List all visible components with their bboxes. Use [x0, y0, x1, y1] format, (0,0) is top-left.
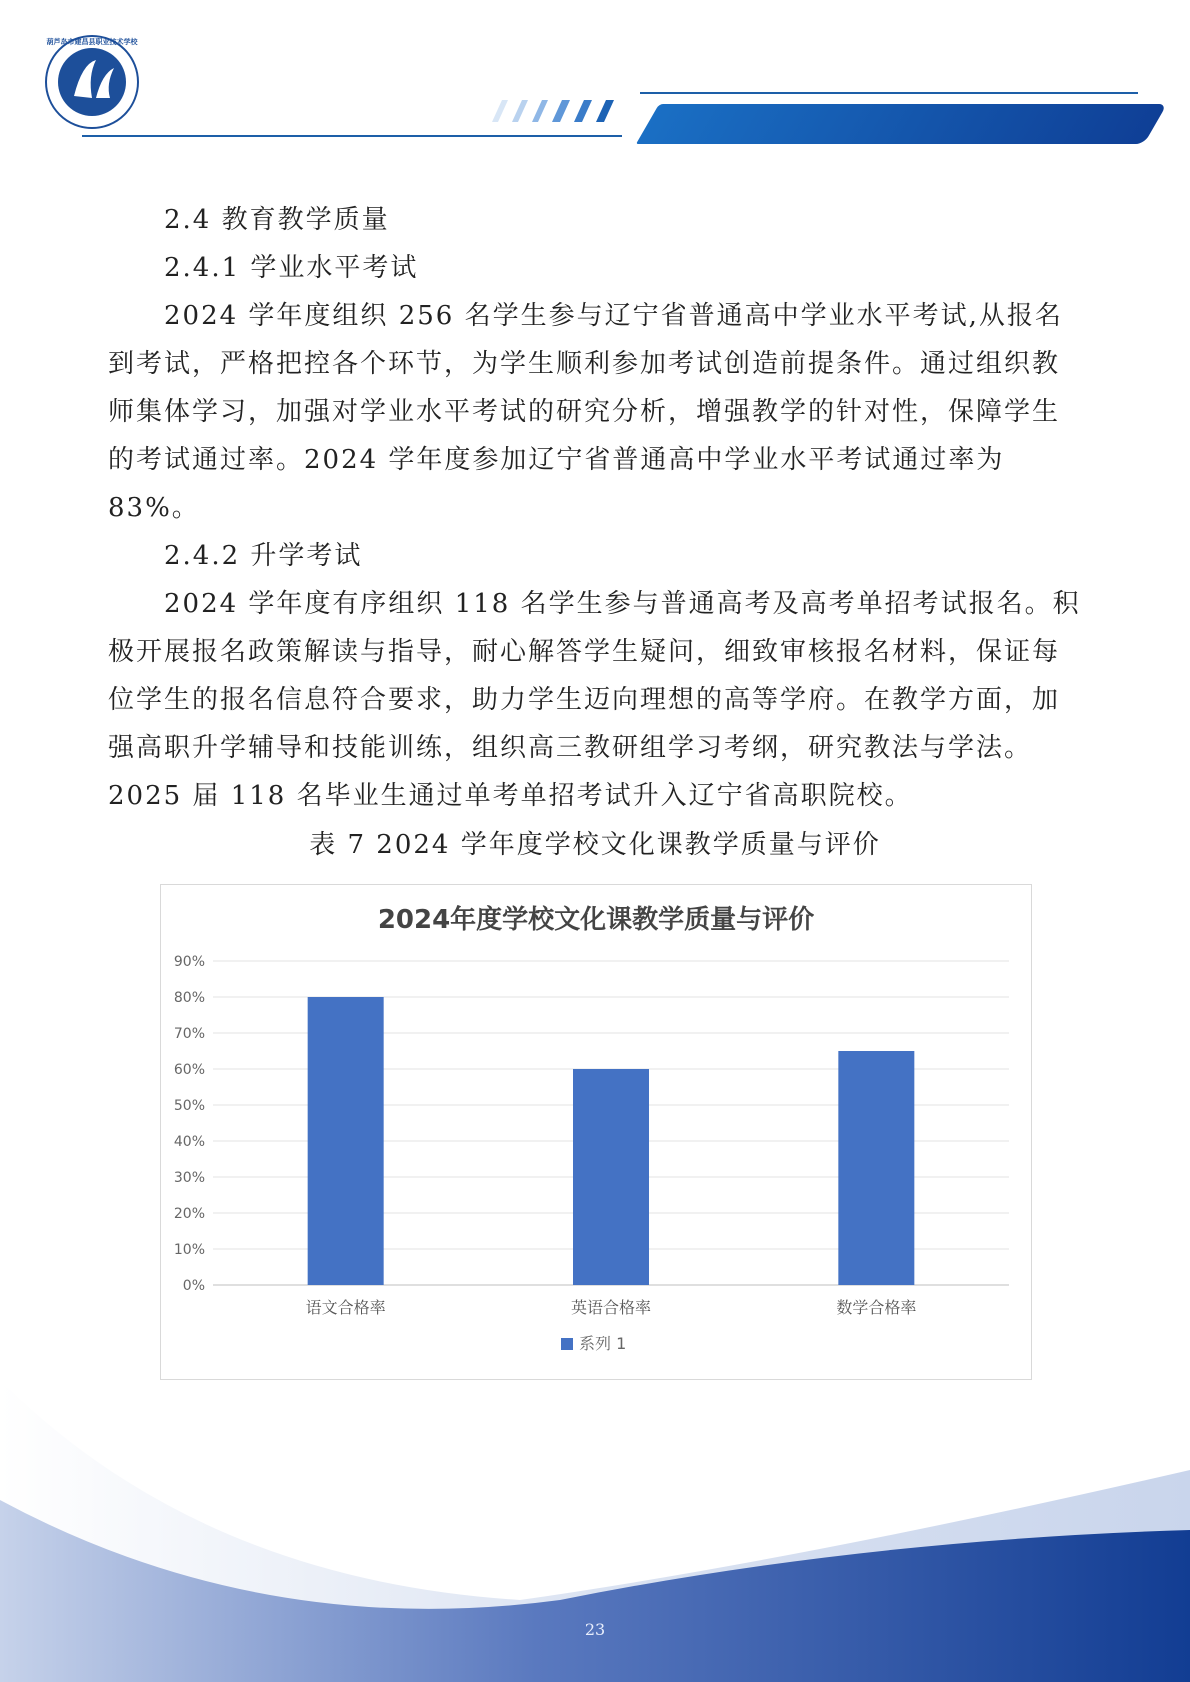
y-tick-label: 10% — [173, 1242, 205, 1258]
y-tick-label: 40% — [173, 1134, 205, 1150]
y-tick-label: 20% — [173, 1206, 205, 1222]
document-body — [108, 196, 1084, 820]
paragraph-entrance-exam: 2024 学年度有序组织 118 名学生参与普通高考及高考单招考试报名。积极开展报名政策解读与指导，耐心解答学生疑问，细致审核报名材料，保证每位学生的报名信息符合要求，助力学生迈向理想的高等学府。在教学方面，加强高职升学辅导和技能训练，组织高三教研组学习考纲，研究教法与学法。2025 届 118 名毕业生通过单考单招考试升入辽宁省高职院校。 — [108, 589, 1081, 811]
x-tick-label: 数学合格率 — [836, 1298, 917, 1317]
header-thin-rule — [640, 92, 1138, 94]
school-logo — [44, 34, 140, 130]
heading-2-4-2: 2.4.2 升学考试 — [164, 541, 363, 571]
heading-2-4: 2.4 教育教学质量 — [164, 205, 390, 235]
logo-text: 葫芦岛市建昌县职业技术学校 — [46, 38, 138, 46]
y-tick-label: 70% — [173, 1026, 205, 1042]
heading-2-4-1: 2.4.1 学业水平考试 — [164, 253, 419, 283]
x-tick-label: 语文合格率 — [305, 1298, 386, 1317]
y-tick-label: 30% — [173, 1170, 205, 1186]
bar — [573, 1069, 649, 1285]
x-tick-label: 英语合格率 — [570, 1298, 652, 1317]
table-caption: 表 7 2024 学年度学校文化课教学质量与评价 — [309, 830, 881, 860]
y-tick-label: 60% — [173, 1062, 205, 1078]
y-tick-label: 80% — [173, 990, 205, 1006]
paragraph-academic-test: 2024 学年度组织 256 名学生参与辽宁省普通高中学业水平考试,从报名到考试，严格把控各个环节，为学生顺利参加考试创造前提条件。通过组织教师集体学习，加强对学业水平考试的研究分析，增强教学的针对性，保障学生的考试通过率。2024 学年度参加辽宁省普通高中学业水平考试通过率为 83%。 — [108, 301, 1063, 523]
header-rule — [82, 135, 622, 137]
y-tick-label: 0% — [182, 1278, 205, 1294]
header-stripes — [484, 100, 624, 122]
y-tick-label: 50% — [173, 1098, 205, 1114]
bar — [838, 1051, 914, 1285]
chart-container — [160, 884, 1032, 1380]
legend-label: 系列 1 — [579, 1334, 627, 1353]
bar — [308, 997, 384, 1285]
legend-swatch — [561, 1338, 573, 1350]
chart-title: 2024年度学校文化课教学质量与评价 — [377, 905, 815, 935]
bar-chart — [161, 885, 1031, 1379]
header-banner — [636, 104, 1167, 144]
page-number: 23 — [584, 1620, 606, 1639]
y-tick-label: 90% — [173, 954, 205, 970]
